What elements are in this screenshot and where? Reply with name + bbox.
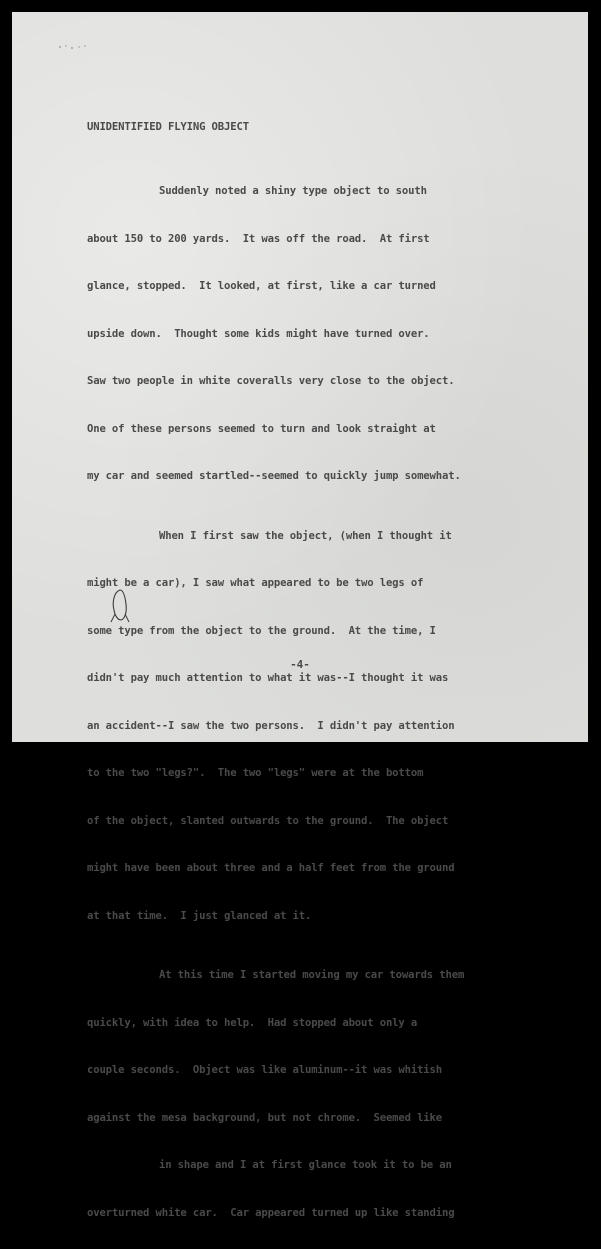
text-line: couple seconds. Object was like aluminum--it was whitish [87, 1064, 442, 1076]
page-number: -4- [290, 658, 310, 671]
hand-drawn-shape-sketch [105, 586, 135, 626]
text-line: didn't pay much attention to what it was--I thought it was [87, 672, 449, 684]
text-line: Saw two people in white coveralls very close to the object. [87, 375, 455, 387]
text-line: of the object, slanted outwards to the ground. The object [87, 814, 449, 827]
text-line: quickly, with idea to help. Had stopped about only a [87, 1016, 418, 1029]
text-line: upside down. Thought some kids might have turned over. [87, 327, 430, 340]
scan-specks [57, 42, 97, 52]
text-line: to the two "legs?". The two "legs" were at the bottom [87, 767, 424, 779]
text-line: overturned white car. Car appeared turned up like standing [87, 1206, 455, 1219]
document-page [12, 12, 588, 1219]
text-line-segment: in shape and I at first glance took it to be an [159, 1159, 452, 1171]
text-line: At this time I started moving my car towards them [159, 969, 465, 981]
text-line: might have been about three and a half feet from the ground [87, 862, 455, 874]
text-line: might be a car), I saw what appeared to be two legs of [87, 577, 424, 589]
text-line: at that time. I just glanced at it. [87, 909, 312, 922]
text-line: glance, stopped. It looked, at first, like a car turned [87, 280, 436, 292]
document-title: UNIDENTIFIED FLYING OBJECT [87, 121, 249, 133]
text-line: an accident--I saw the two persons. I didn't pay attention [87, 719, 455, 732]
text-line: against the mesa background, but not chrome. Seemed like [87, 1111, 442, 1124]
text-line [87, 1154, 537, 1178]
text-line: One of these persons seemed to turn and look straight at [87, 422, 436, 435]
text-line: about 150 to 200 yards. It was off the road. At first [87, 232, 430, 245]
text-line: Suddenly noted a shiny type object to south [159, 185, 427, 197]
text-line: some type from the object to the ground. At the time, I [87, 624, 436, 637]
text-line: my car and seemed startled--seemed to quickly jump somewhat. [87, 470, 461, 482]
text-line: When I first saw the object, (when I thought it [159, 529, 452, 542]
document-body [87, 96, 537, 1249]
